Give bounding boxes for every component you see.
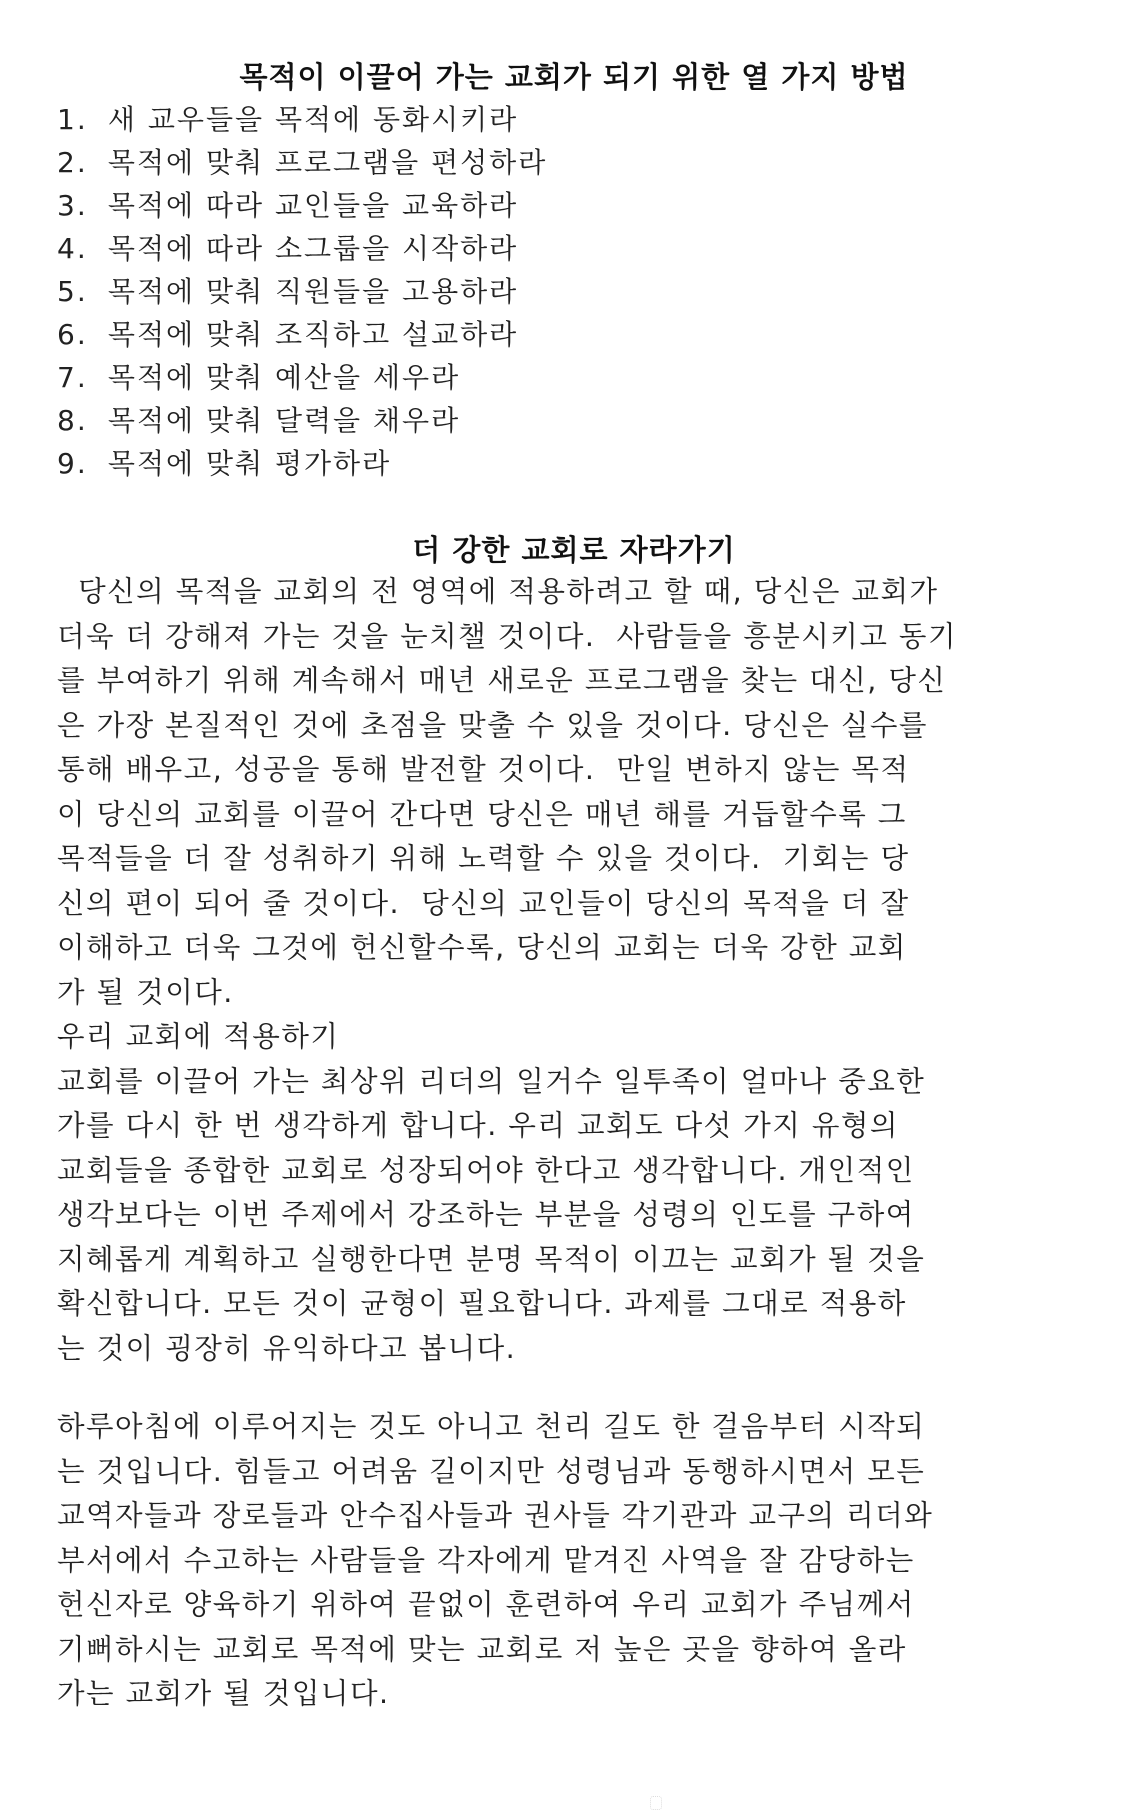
list-item <box>57 184 547 227</box>
list-item-text: 목적에 맞춰 평가하라 <box>107 447 392 480</box>
ten-ways-list <box>57 98 547 485</box>
text-line: 목적들을 더 잘 성취하기 위해 노력할 수 있을 것이다. 기회는 당 <box>57 842 910 875</box>
text-line: 이해하고 더욱 그것에 헌신할수록, 당신의 교회는 더욱 강한 교회 <box>57 931 907 964</box>
text-line: 교회를 이끌어 가는 최상위 리더의 일거수 일투족이 얼마나 중요한 <box>57 1064 926 1098</box>
list-item-text: 목적에 따라 소그룹을 시작하라 <box>107 232 519 265</box>
list-item-number: 6. <box>57 318 88 351</box>
text-line: 헌신자로 양육하기 위하여 끝없이 훈련하여 우리 교회가 주님께서 <box>57 1588 915 1621</box>
text-line: 기뻐하시는 교회로 목적에 맞는 교회로 저 높은 곳을 향하여 올라 <box>57 1632 907 1666</box>
list-item <box>57 141 547 184</box>
text-line: 통해 배우고, 성공을 통해 발전할 것이다. 만일 변하지 않는 목적 <box>57 753 910 786</box>
text-line: 은 가장 본질적인 것에 초점을 맞출 수 있을 것이다. 당신은 실수를 <box>57 708 928 742</box>
list-item-text: 목적에 맞춰 예산을 세우라 <box>107 361 461 394</box>
list-item <box>57 313 547 356</box>
list-item-number: 1. <box>57 103 88 136</box>
list-item-number: 2. <box>57 146 88 179</box>
scan-artifact <box>650 1796 662 1810</box>
section-title-ten-ways: 목적이 이끌어 가는 교회가 되기 위한 열 가지 방법 <box>239 60 909 94</box>
list-item <box>57 227 547 270</box>
list-item <box>57 98 547 141</box>
list-item-number: 5. <box>57 275 88 308</box>
list-item <box>57 399 547 442</box>
text-line: 교회들을 종합한 교회로 성장되어야 한다고 생각합니다. 개인적인 <box>57 1153 915 1187</box>
list-item <box>57 356 547 399</box>
text-line: 부서에서 수고하는 사람들을 각자에게 맡겨진 사역을 잘 감당하는 <box>57 1543 915 1577</box>
text-line: 가는 교회가 될 것입니다. <box>57 1677 390 1710</box>
list-item-number: 7. <box>57 361 88 394</box>
section-title-growing-stronger: 더 강한 교회로 자라가기 <box>412 533 736 567</box>
list-item-text: 목적에 맞춰 프로그램을 편성하라 <box>107 146 548 179</box>
list-item-text: 목적에 맞춰 직원들을 고용하라 <box>107 275 519 308</box>
paragraph-growing-stronger <box>57 570 1097 1015</box>
list-item <box>57 270 547 313</box>
list-item-number: 3. <box>57 189 88 222</box>
list-item-text: 목적에 따라 교인들을 교육하라 <box>107 189 519 222</box>
paragraph-conclusion <box>57 1405 1097 1717</box>
list-item-number: 4. <box>57 232 88 265</box>
text-line: 당신의 목적을 교회의 전 영역에 적용하려고 할 때, 당신은 교회가 <box>57 575 939 608</box>
text-line: 확신합니다. 모든 것이 균형이 필요합니다. 과제를 그대로 적용하 <box>57 1287 907 1320</box>
paragraph-apply-to-church <box>57 1015 1097 1371</box>
text-line: 생각보다는 이번 주제에서 강조하는 부분을 성령의 인도를 구하여 <box>57 1198 915 1231</box>
text-line: 더욱 더 강해져 가는 것을 눈치챌 것이다. 사람들을 흥분시키고 동기 <box>57 619 957 653</box>
list-item-text: 목적에 맞춰 조직하고 설교하라 <box>107 318 519 351</box>
text-line: 는 것입니다. 힘들고 어려움 길이지만 성령님과 동행하시면서 모든 <box>57 1454 926 1488</box>
text-line: 는 것이 굉장히 유익하다고 봅니다. <box>57 1331 517 1365</box>
text-line: 하루아침에 이루어지는 것도 아니고 천리 길도 한 걸음부터 시작되 <box>57 1410 926 1443</box>
text-line: 이 당신의 교회를 이끌어 간다면 당신은 매년 해를 거듭할수록 그 <box>57 797 907 831</box>
list-item-text: 새 교우들을 목적에 동화시키라 <box>107 103 519 136</box>
list-item-number: 9. <box>57 447 88 480</box>
section-heading-apply: 우리 교회에 적용하기 <box>57 1020 340 1053</box>
text-line: 를 부여하기 위해 계속해서 매년 새로운 프로그램을 찾는 대신, 당신 <box>57 664 947 697</box>
list-item <box>57 442 547 485</box>
text-line: 신의 편이 되어 줄 것이다. 당신의 교인들이 당신의 목적을 더 잘 <box>57 886 910 920</box>
text-line: 지혜롭게 계획하고 실행한다면 분명 목적이 이끄는 교회가 될 것을 <box>57 1242 926 1276</box>
text-line: 교역자들과 장로들과 안수집사들과 권사들 각기관과 교구의 리더와 <box>57 1499 934 1532</box>
list-item-text: 목적에 맞춰 달력을 채우라 <box>107 404 461 437</box>
text-line: 가 될 것이다. <box>57 975 234 1009</box>
list-item-number: 8. <box>57 404 88 437</box>
text-line: 가를 다시 한 번 생각하게 합니다. 우리 교회도 다섯 가지 유형의 <box>57 1109 899 1142</box>
